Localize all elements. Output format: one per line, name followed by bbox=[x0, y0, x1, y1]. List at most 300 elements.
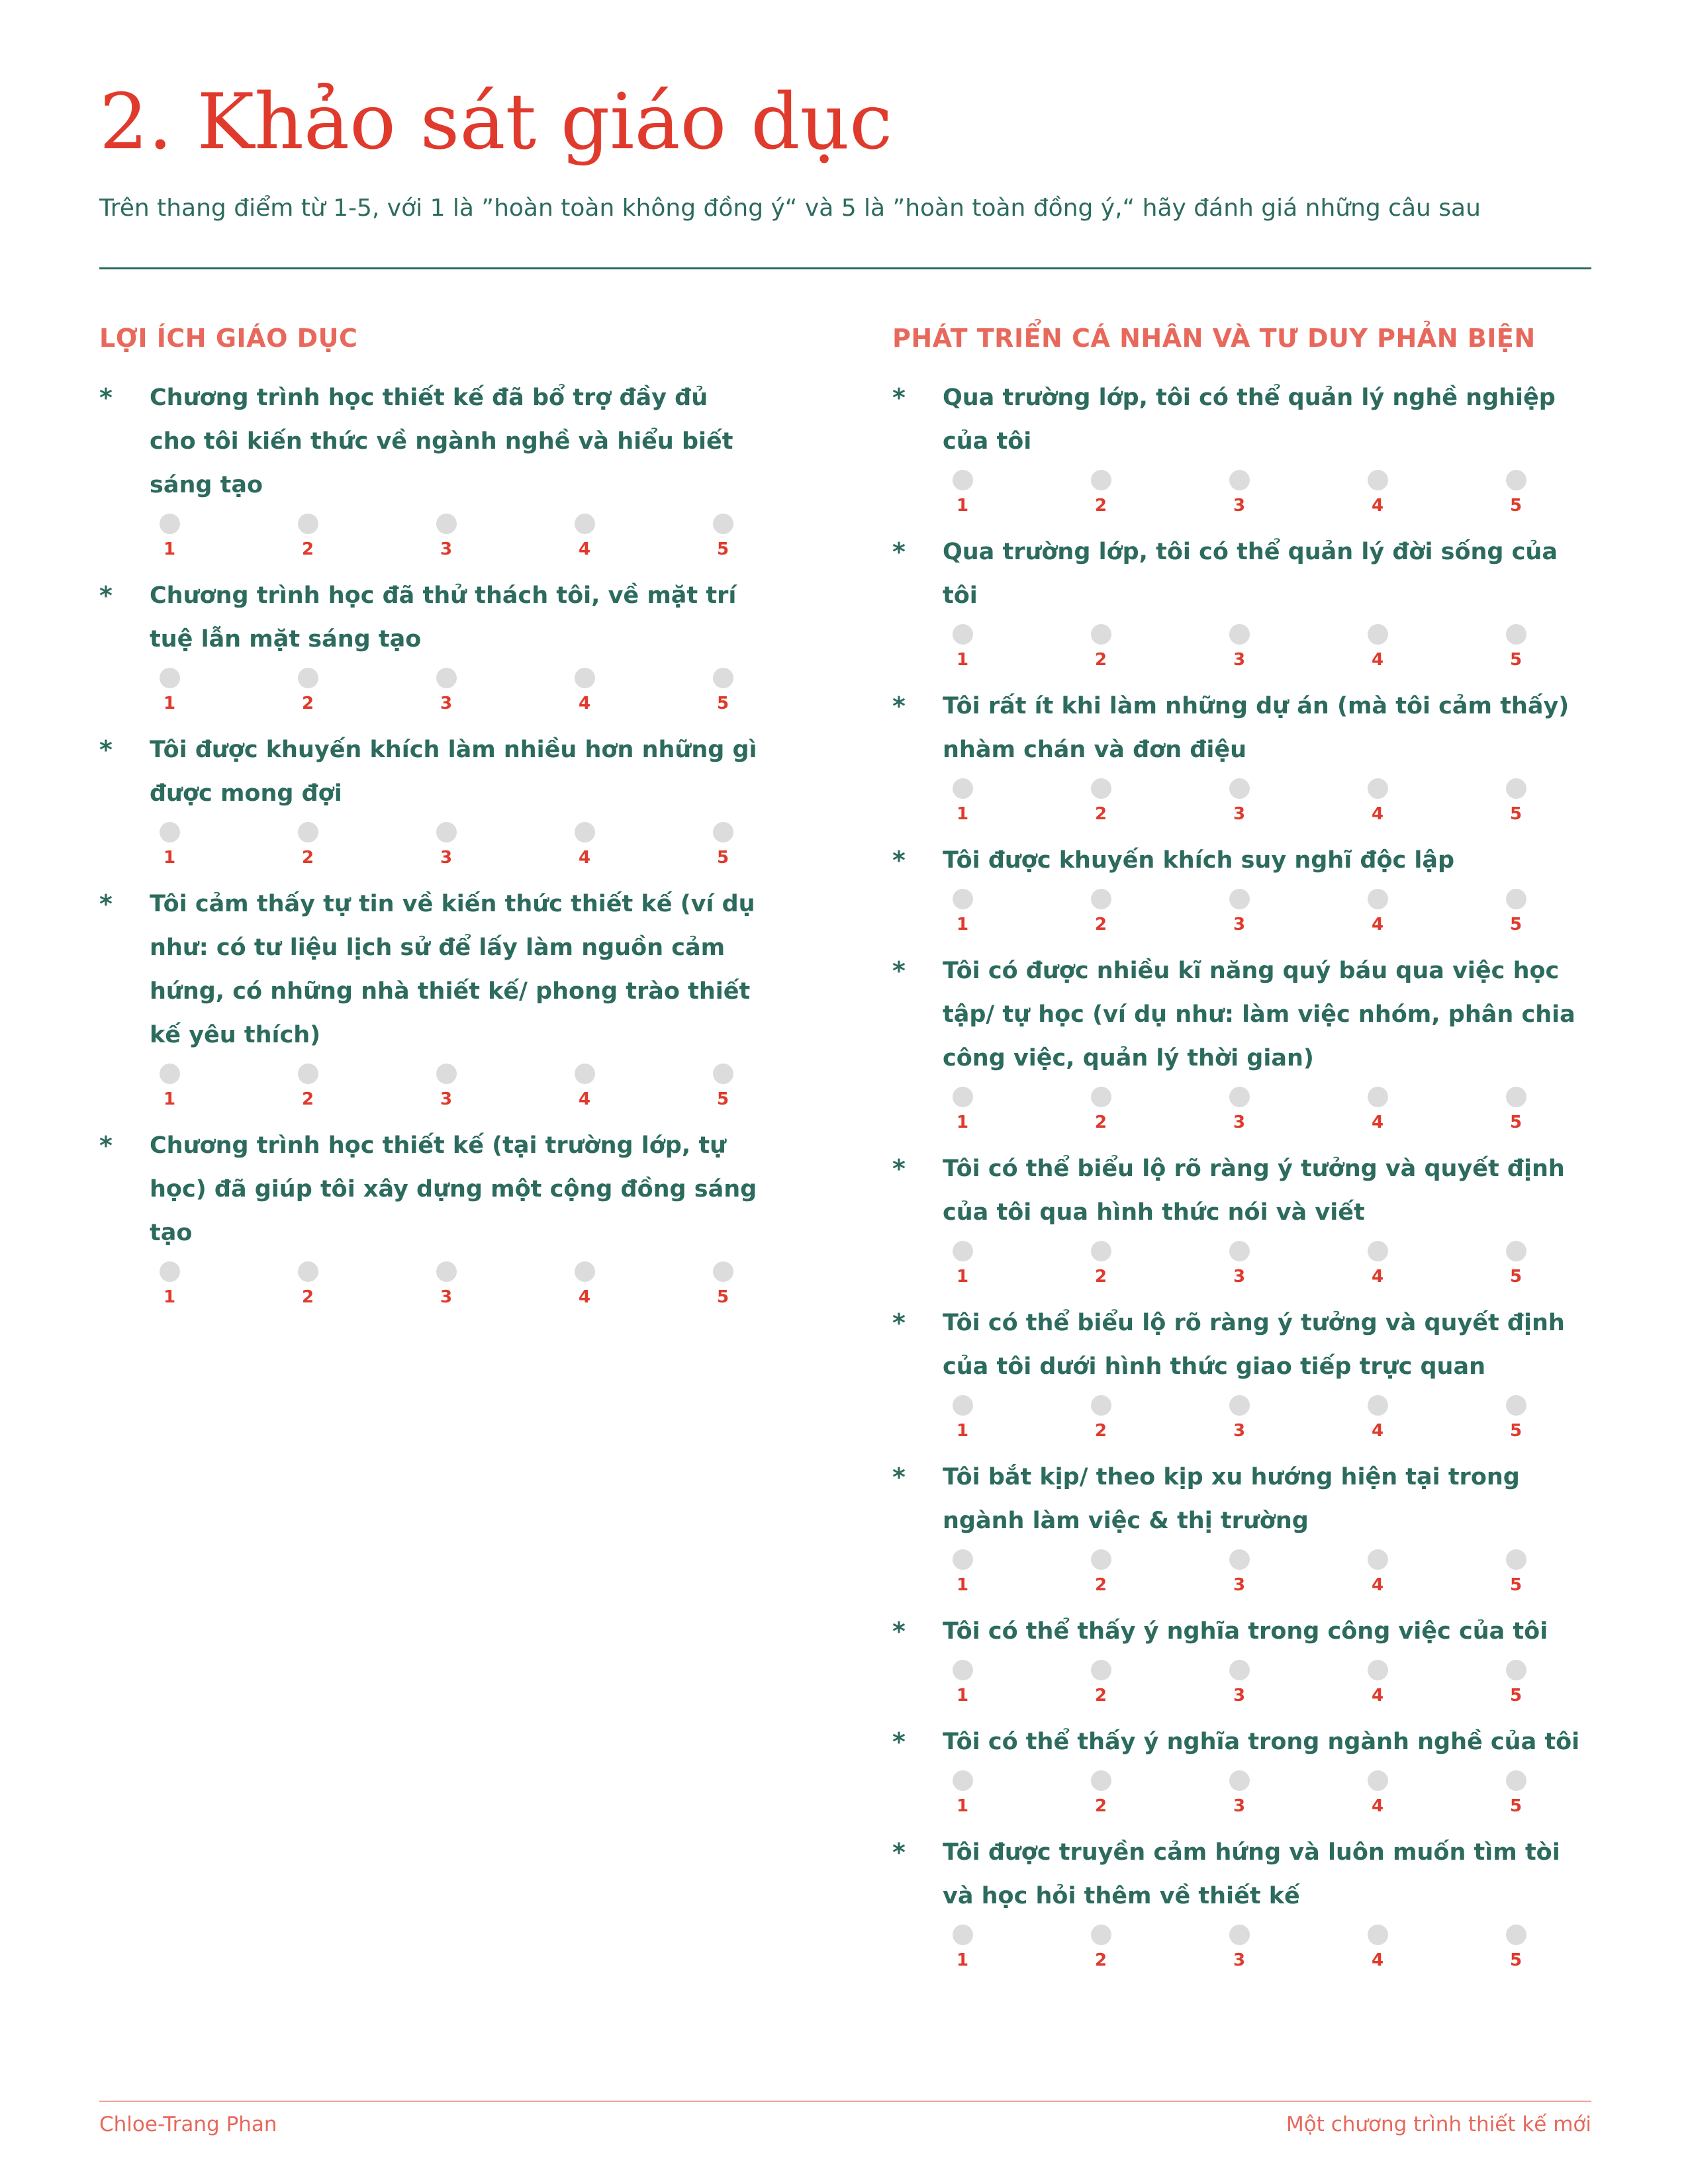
radio-circle-icon[interactable] bbox=[1506, 889, 1526, 909]
rating-option-4[interactable] bbox=[1358, 1087, 1397, 1134]
question-text: Tôi cảm thấy tự tin về kiến thức thiết kế (ví dụ như: có tư liệu lịch sử để lấy làm nguồn cảm hứng, có những nhà thiết kế/ phong trào thiết kế yêu thích) bbox=[150, 891, 755, 1048]
radio-circle-icon[interactable] bbox=[1229, 1549, 1250, 1570]
rating-option-4[interactable] bbox=[1358, 1925, 1397, 1972]
rating-label: 4 bbox=[1371, 1113, 1384, 1132]
rating-label: 2 bbox=[1094, 650, 1107, 670]
rating-option-5[interactable] bbox=[1496, 624, 1536, 671]
radio-circle-icon[interactable] bbox=[1506, 1770, 1526, 1791]
rating-label: 4 bbox=[1371, 804, 1384, 824]
rating-scale bbox=[943, 1241, 1536, 1288]
survey-question bbox=[99, 882, 761, 1111]
rating-label: 1 bbox=[956, 1575, 969, 1595]
rating-label: 4 bbox=[1371, 1267, 1384, 1287]
rating-label: 3 bbox=[440, 539, 453, 559]
footer-project-title: Một chương trình thiết kế mới bbox=[1286, 2113, 1591, 2136]
rating-label: 4 bbox=[1371, 1796, 1384, 1816]
rating-option-4[interactable] bbox=[1358, 889, 1397, 936]
rating-label: 1 bbox=[163, 848, 176, 868]
rating-option-5[interactable] bbox=[703, 822, 743, 869]
radio-circle-icon[interactable] bbox=[1368, 1925, 1388, 1945]
rating-option-3[interactable] bbox=[1219, 1770, 1259, 1817]
rating-label: 1 bbox=[956, 804, 969, 824]
question-bullet: * bbox=[99, 581, 113, 610]
rating-label: 1 bbox=[956, 1267, 969, 1287]
question-text: Chương trình học đã thử thách tôi, về mặt trí tuệ lẫn mặt sáng tạo bbox=[150, 582, 737, 653]
radio-circle-icon[interactable] bbox=[1229, 624, 1250, 645]
radio-circle-icon[interactable] bbox=[1506, 1241, 1526, 1261]
question-text: Tôi có thể thấy ý nghĩa trong ngành nghề của tôi bbox=[943, 1729, 1580, 1755]
radio-circle-icon[interactable] bbox=[953, 1087, 973, 1107]
rating-option-1[interactable] bbox=[943, 1660, 982, 1707]
rating-label: 5 bbox=[1509, 496, 1523, 516]
radio-circle-icon[interactable] bbox=[1368, 1770, 1388, 1791]
rating-option-5[interactable] bbox=[1496, 889, 1536, 936]
rating-option-3[interactable] bbox=[1219, 778, 1259, 825]
survey-question bbox=[892, 1610, 1594, 1707]
radio-circle-icon[interactable] bbox=[575, 514, 595, 534]
rating-option-2[interactable] bbox=[288, 514, 328, 561]
survey-question bbox=[892, 839, 1594, 936]
radio-circle-icon[interactable] bbox=[160, 1064, 180, 1084]
rating-option-2[interactable] bbox=[1081, 1087, 1121, 1134]
rating-label: 3 bbox=[1233, 1267, 1246, 1287]
rating-label: 5 bbox=[1509, 915, 1523, 934]
rating-label: 5 bbox=[716, 848, 729, 868]
question-list bbox=[892, 376, 1594, 1972]
question-text: Qua trường lớp, tôi có thể quản lý nghề nghiệp của tôi bbox=[943, 385, 1556, 455]
radio-circle-icon[interactable] bbox=[1229, 889, 1250, 909]
question-bullet: * bbox=[892, 1154, 906, 1183]
question-bullet: * bbox=[892, 846, 906, 875]
radio-circle-icon[interactable] bbox=[1506, 1087, 1526, 1107]
rating-label: 1 bbox=[956, 915, 969, 934]
rating-label: 3 bbox=[440, 1287, 453, 1307]
rating-label: 5 bbox=[1509, 1113, 1523, 1132]
rating-label: 3 bbox=[1233, 1950, 1246, 1970]
radio-circle-icon[interactable] bbox=[1091, 1241, 1111, 1261]
radio-circle-icon[interactable] bbox=[953, 1395, 973, 1416]
page-subtitle: Trên thang điểm từ 1-5, với 1 là ”hoàn toàn không đồng ý“ và 5 là ”hoàn toàn đồng ý,“ hãy đánh giá những câu sau bbox=[99, 195, 1481, 222]
rating-option-5[interactable] bbox=[1496, 1549, 1536, 1596]
header-divider bbox=[99, 267, 1591, 269]
rating-label: 5 bbox=[716, 1287, 729, 1307]
rating-option-2[interactable] bbox=[1081, 624, 1121, 671]
rating-option-4[interactable] bbox=[1358, 470, 1397, 517]
question-text: Tôi có thể biểu lộ rõ ràng ý tưởng và quyết định của tôi qua hình thức nói và viết bbox=[943, 1156, 1565, 1226]
radio-circle-icon[interactable] bbox=[575, 822, 595, 842]
rating-option-1[interactable] bbox=[943, 624, 982, 671]
rating-option-5[interactable] bbox=[703, 1064, 743, 1111]
radio-circle-icon[interactable] bbox=[953, 1925, 973, 1945]
radio-circle-icon[interactable] bbox=[436, 822, 457, 842]
question-text: Qua trường lớp, tôi có thể quản lý đời sống của tôi bbox=[943, 539, 1558, 609]
radio-circle-icon[interactable] bbox=[575, 1064, 595, 1084]
survey-question bbox=[892, 1147, 1594, 1288]
rating-scale bbox=[943, 1660, 1536, 1707]
question-bullet: * bbox=[892, 1727, 906, 1756]
question-text: Tôi có thể biểu lộ rõ ràng ý tưởng và quyết định của tôi dưới hình thức giao tiếp trực quan bbox=[943, 1310, 1565, 1380]
radio-circle-icon[interactable] bbox=[953, 778, 973, 799]
radio-circle-icon[interactable] bbox=[953, 1770, 973, 1791]
radio-circle-icon[interactable] bbox=[1229, 1770, 1250, 1791]
rating-scale bbox=[150, 1064, 743, 1111]
radio-circle-icon[interactable] bbox=[298, 1261, 318, 1282]
rating-label: 3 bbox=[1233, 1796, 1246, 1816]
rating-option-5[interactable] bbox=[703, 1261, 743, 1308]
rating-option-3[interactable] bbox=[426, 1064, 466, 1111]
rating-option-3[interactable] bbox=[1219, 624, 1259, 671]
radio-circle-icon[interactable] bbox=[298, 668, 318, 688]
rating-scale bbox=[943, 1770, 1536, 1817]
rating-label: 3 bbox=[1233, 1421, 1246, 1441]
radio-circle-icon[interactable] bbox=[1229, 470, 1250, 490]
radio-circle-icon[interactable] bbox=[1506, 1660, 1526, 1680]
radio-circle-icon[interactable] bbox=[1229, 1395, 1250, 1416]
question-bullet: * bbox=[892, 1463, 906, 1492]
radio-circle-icon[interactable] bbox=[298, 822, 318, 842]
question-text: Tôi được khuyến khích làm nhiều hơn những gì được mong đợi bbox=[150, 737, 757, 807]
rating-option-1[interactable] bbox=[943, 1549, 982, 1596]
rating-option-3[interactable] bbox=[1219, 1925, 1259, 1972]
radio-circle-icon[interactable] bbox=[1091, 1549, 1111, 1570]
rating-scale bbox=[943, 1925, 1536, 1972]
radio-circle-icon[interactable] bbox=[1368, 470, 1388, 490]
rating-label: 1 bbox=[956, 496, 969, 516]
rating-option-4[interactable] bbox=[1358, 624, 1397, 671]
rating-label: 4 bbox=[1371, 1950, 1384, 1970]
rating-label: 2 bbox=[1094, 1950, 1107, 1970]
rating-option-5[interactable] bbox=[1496, 778, 1536, 825]
radio-circle-icon[interactable] bbox=[713, 822, 733, 842]
radio-circle-icon[interactable] bbox=[436, 1261, 457, 1282]
radio-circle-icon[interactable] bbox=[953, 1660, 973, 1680]
survey-question bbox=[892, 1301, 1594, 1442]
rating-label: 1 bbox=[956, 1421, 969, 1441]
radio-circle-icon[interactable] bbox=[1368, 624, 1388, 645]
rating-option-1[interactable] bbox=[943, 1925, 982, 1972]
radio-circle-icon[interactable] bbox=[1368, 1241, 1388, 1261]
rating-label: 2 bbox=[301, 539, 314, 559]
rating-option-2[interactable] bbox=[1081, 1395, 1121, 1442]
rating-scale bbox=[150, 1261, 743, 1308]
rating-label: 4 bbox=[578, 1089, 591, 1109]
radio-circle-icon[interactable] bbox=[1506, 470, 1526, 490]
rating-label: 4 bbox=[1371, 650, 1384, 670]
radio-circle-icon[interactable] bbox=[1091, 1660, 1111, 1680]
radio-circle-icon[interactable] bbox=[1506, 1549, 1526, 1570]
rating-option-4[interactable] bbox=[565, 1261, 604, 1308]
rating-label: 1 bbox=[163, 539, 176, 559]
radio-circle-icon[interactable] bbox=[1091, 1395, 1111, 1416]
rating-label: 4 bbox=[1371, 1421, 1384, 1441]
radio-circle-icon[interactable] bbox=[713, 1064, 733, 1084]
rating-option-1[interactable] bbox=[943, 889, 982, 936]
radio-circle-icon[interactable] bbox=[436, 514, 457, 534]
rating-label: 2 bbox=[1094, 1267, 1107, 1287]
rating-option-1[interactable] bbox=[150, 822, 189, 869]
rating-label: 3 bbox=[1233, 1575, 1246, 1595]
radio-circle-icon[interactable] bbox=[298, 514, 318, 534]
radio-circle-icon[interactable] bbox=[1506, 1395, 1526, 1416]
rating-option-3[interactable] bbox=[426, 1261, 466, 1308]
radio-circle-icon[interactable] bbox=[160, 668, 180, 688]
question-text: Chương trình học thiết kế (tại trường lớp, tự học) đã giúp tôi xây dựng một cộng đồng sáng tạo bbox=[150, 1132, 757, 1246]
rating-option-5[interactable] bbox=[1496, 1087, 1536, 1134]
rating-label: 3 bbox=[1233, 496, 1246, 516]
rating-label: 2 bbox=[1094, 1575, 1107, 1595]
rating-label: 2 bbox=[1094, 1686, 1107, 1706]
rating-option-2[interactable] bbox=[1081, 1660, 1121, 1707]
rating-option-5[interactable] bbox=[1496, 470, 1536, 517]
radio-circle-icon[interactable] bbox=[953, 624, 973, 645]
question-text: Tôi bắt kịp/ theo kịp xu hướng hiện tại trong ngành làm việc & thị trường bbox=[943, 1464, 1520, 1534]
radio-circle-icon[interactable] bbox=[1506, 1925, 1526, 1945]
question-text: Tôi có thể thấy ý nghĩa trong công việc của tôi bbox=[943, 1618, 1548, 1645]
rating-label: 3 bbox=[440, 848, 453, 868]
section-title: LỢI ÍCH GIÁO DỤC bbox=[99, 324, 358, 353]
rating-label: 4 bbox=[1371, 915, 1384, 934]
survey-question bbox=[892, 684, 1594, 825]
rating-option-2[interactable] bbox=[1081, 1925, 1121, 1972]
radio-circle-icon[interactable] bbox=[298, 1064, 318, 1084]
rating-option-2[interactable] bbox=[1081, 778, 1121, 825]
rating-label: 4 bbox=[578, 694, 591, 713]
rating-option-1[interactable] bbox=[943, 1395, 982, 1442]
rating-option-3[interactable] bbox=[1219, 889, 1259, 936]
rating-label: 1 bbox=[163, 1287, 176, 1307]
rating-label: 5 bbox=[1509, 1686, 1523, 1706]
radio-circle-icon[interactable] bbox=[1091, 889, 1111, 909]
rating-label: 4 bbox=[578, 1287, 591, 1307]
rating-label: 3 bbox=[1233, 1113, 1246, 1132]
rating-option-1[interactable] bbox=[150, 1261, 189, 1308]
rating-option-4[interactable] bbox=[1358, 1660, 1397, 1707]
question-bullet: * bbox=[99, 889, 113, 919]
rating-option-1[interactable] bbox=[150, 1064, 189, 1111]
footer-author: Chloe-Trang Phan bbox=[99, 2113, 277, 2136]
rating-option-1[interactable] bbox=[943, 1241, 982, 1288]
rating-option-3[interactable] bbox=[1219, 470, 1259, 517]
radio-circle-icon[interactable] bbox=[1091, 1925, 1111, 1945]
survey-question bbox=[892, 1831, 1594, 1972]
rating-label: 5 bbox=[1509, 650, 1523, 670]
rating-option-4[interactable] bbox=[1358, 1241, 1397, 1288]
rating-option-2[interactable] bbox=[288, 1261, 328, 1308]
rating-scale bbox=[943, 1087, 1536, 1134]
rating-option-4[interactable] bbox=[565, 822, 604, 869]
rating-option-2[interactable] bbox=[1081, 1549, 1121, 1596]
radio-circle-icon[interactable] bbox=[1229, 1241, 1250, 1261]
radio-circle-icon[interactable] bbox=[713, 1261, 733, 1282]
rating-label: 2 bbox=[1094, 915, 1107, 934]
rating-option-4[interactable] bbox=[565, 1064, 604, 1111]
radio-circle-icon[interactable] bbox=[1506, 624, 1526, 645]
question-bullet: * bbox=[99, 735, 113, 764]
rating-option-1[interactable] bbox=[150, 514, 189, 561]
rating-option-3[interactable] bbox=[1219, 1549, 1259, 1596]
radio-circle-icon[interactable] bbox=[575, 1261, 595, 1282]
rating-label: 3 bbox=[1233, 650, 1246, 670]
radio-circle-icon[interactable] bbox=[1229, 778, 1250, 799]
rating-label: 5 bbox=[1509, 1950, 1523, 1970]
radio-circle-icon[interactable] bbox=[713, 668, 733, 688]
rating-option-1[interactable] bbox=[943, 778, 982, 825]
rating-label: 5 bbox=[716, 1089, 729, 1109]
radio-circle-icon[interactable] bbox=[575, 668, 595, 688]
radio-circle-icon[interactable] bbox=[953, 889, 973, 909]
rating-option-1[interactable] bbox=[943, 1087, 982, 1134]
rating-option-1[interactable] bbox=[150, 668, 189, 715]
radio-circle-icon[interactable] bbox=[1229, 1660, 1250, 1680]
rating-option-2[interactable] bbox=[1081, 470, 1121, 517]
rating-option-2[interactable] bbox=[288, 822, 328, 869]
rating-option-4[interactable] bbox=[565, 514, 604, 561]
rating-label: 5 bbox=[1509, 1421, 1523, 1441]
radio-circle-icon[interactable] bbox=[1091, 778, 1111, 799]
rating-option-5[interactable] bbox=[1496, 1925, 1536, 1972]
radio-circle-icon[interactable] bbox=[1229, 1087, 1250, 1107]
radio-circle-icon[interactable] bbox=[1368, 1549, 1388, 1570]
survey-question bbox=[99, 376, 761, 561]
question-text: Chương trình học thiết kế đã bổ trợ đầy đủ cho tôi kiến thức về ngành nghề và hiểu biết sáng tạo bbox=[150, 385, 733, 498]
rating-option-4[interactable] bbox=[1358, 1770, 1397, 1817]
rating-scale bbox=[150, 668, 743, 715]
rating-scale bbox=[943, 1395, 1536, 1442]
rating-option-5[interactable] bbox=[1496, 1241, 1536, 1288]
rating-label: 3 bbox=[440, 694, 453, 713]
rating-scale bbox=[943, 889, 1536, 936]
rating-option-4[interactable] bbox=[565, 668, 604, 715]
radio-circle-icon[interactable] bbox=[436, 668, 457, 688]
radio-circle-icon[interactable] bbox=[1368, 778, 1388, 799]
rating-label: 1 bbox=[163, 1089, 176, 1109]
rating-option-2[interactable] bbox=[1081, 1770, 1121, 1817]
survey-question bbox=[892, 949, 1594, 1134]
rating-label: 2 bbox=[301, 848, 314, 868]
radio-circle-icon[interactable] bbox=[1368, 1087, 1388, 1107]
rating-label: 5 bbox=[716, 694, 729, 713]
rating-option-3[interactable] bbox=[426, 514, 466, 561]
footer-divider bbox=[99, 2101, 1591, 2102]
rating-option-2[interactable] bbox=[1081, 889, 1121, 936]
question-bullet: * bbox=[892, 692, 906, 721]
question-bullet: * bbox=[99, 383, 113, 412]
radio-circle-icon[interactable] bbox=[1091, 624, 1111, 645]
survey-question bbox=[99, 728, 761, 869]
rating-label: 2 bbox=[1094, 1796, 1107, 1816]
rating-label: 4 bbox=[1371, 1575, 1384, 1595]
rating-option-3[interactable] bbox=[1219, 1660, 1259, 1707]
survey-question bbox=[892, 1455, 1594, 1596]
rating-label: 5 bbox=[1509, 804, 1523, 824]
page-title: 2. Khảo sát giáo dục bbox=[99, 77, 893, 167]
question-text: Tôi được truyền cảm hứng và luôn muốn tìm tòi và học hỏi thêm về thiết kế bbox=[943, 1839, 1560, 1909]
question-text: Tôi có được nhiều kĩ năng quý báu qua việc học tập/ tự học (ví dụ như: làm việc nhóm, phân chia công việc, quản lý thời gian) bbox=[943, 958, 1575, 1071]
rating-label: 1 bbox=[956, 650, 969, 670]
rating-option-5[interactable] bbox=[1496, 1660, 1536, 1707]
radio-circle-icon[interactable] bbox=[1229, 1925, 1250, 1945]
rating-label: 4 bbox=[578, 848, 591, 868]
rating-label: 5 bbox=[1509, 1796, 1523, 1816]
radio-circle-icon[interactable] bbox=[1091, 470, 1111, 490]
radio-circle-icon[interactable] bbox=[160, 822, 180, 842]
rating-option-5[interactable] bbox=[703, 514, 743, 561]
question-bullet: * bbox=[892, 383, 906, 412]
rating-label: 1 bbox=[956, 1113, 969, 1132]
question-bullet: * bbox=[892, 1308, 906, 1338]
rating-label: 1 bbox=[163, 694, 176, 713]
radio-circle-icon[interactable] bbox=[160, 1261, 180, 1282]
radio-circle-icon[interactable] bbox=[953, 1549, 973, 1570]
radio-circle-icon[interactable] bbox=[1368, 1660, 1388, 1680]
question-text: Tôi được khuyến khích suy nghĩ độc lập bbox=[943, 847, 1455, 874]
rating-label: 1 bbox=[956, 1796, 969, 1816]
radio-circle-icon[interactable] bbox=[1368, 1395, 1388, 1416]
rating-label: 2 bbox=[1094, 1421, 1107, 1441]
rating-option-3[interactable] bbox=[1219, 1241, 1259, 1288]
radio-circle-icon[interactable] bbox=[160, 514, 180, 534]
radio-circle-icon[interactable] bbox=[713, 514, 733, 534]
rating-label: 2 bbox=[1094, 1113, 1107, 1132]
rating-scale bbox=[150, 514, 743, 561]
rating-option-2[interactable] bbox=[288, 1064, 328, 1111]
survey-question bbox=[892, 530, 1594, 671]
rating-label: 2 bbox=[301, 1089, 314, 1109]
rating-label: 1 bbox=[956, 1686, 969, 1706]
radio-circle-icon[interactable] bbox=[953, 1241, 973, 1261]
radio-circle-icon[interactable] bbox=[436, 1064, 457, 1084]
radio-circle-icon[interactable] bbox=[1091, 1087, 1111, 1107]
radio-circle-icon[interactable] bbox=[1091, 1770, 1111, 1791]
rating-label: 2 bbox=[301, 1287, 314, 1307]
rating-option-3[interactable] bbox=[426, 668, 466, 715]
rating-option-1[interactable] bbox=[943, 1770, 982, 1817]
question-bullet: * bbox=[892, 537, 906, 567]
rating-option-3[interactable] bbox=[426, 822, 466, 869]
rating-label: 2 bbox=[1094, 804, 1107, 824]
rating-option-5[interactable] bbox=[1496, 1395, 1536, 1442]
rating-option-4[interactable] bbox=[1358, 1395, 1397, 1442]
question-text: Tôi rất ít khi làm những dự án (mà tôi cảm thấy) nhàm chán và đơn điệu bbox=[943, 693, 1570, 763]
rating-option-3[interactable] bbox=[1219, 1087, 1259, 1134]
survey-question bbox=[892, 1720, 1594, 1817]
radio-circle-icon[interactable] bbox=[953, 470, 973, 490]
question-bullet: * bbox=[892, 1838, 906, 1867]
rating-option-4[interactable] bbox=[1358, 778, 1397, 825]
radio-circle-icon[interactable] bbox=[1368, 889, 1388, 909]
rating-option-2[interactable] bbox=[1081, 1241, 1121, 1288]
question-list bbox=[99, 376, 761, 1308]
rating-option-3[interactable] bbox=[1219, 1395, 1259, 1442]
rating-option-1[interactable] bbox=[943, 470, 982, 517]
section-title: PHÁT TRIỂN CÁ NHÂN VÀ TƯ DUY PHẢN BIỆN bbox=[892, 324, 1536, 353]
rating-scale bbox=[943, 778, 1536, 825]
survey-question bbox=[99, 1124, 761, 1308]
rating-option-4[interactable] bbox=[1358, 1549, 1397, 1596]
rating-option-2[interactable] bbox=[288, 668, 328, 715]
rating-label: 2 bbox=[301, 694, 314, 713]
rating-option-5[interactable] bbox=[703, 668, 743, 715]
rating-label: 3 bbox=[1233, 915, 1246, 934]
question-bullet: * bbox=[99, 1131, 113, 1160]
survey-question bbox=[99, 574, 761, 715]
question-bullet: * bbox=[892, 1617, 906, 1646]
radio-circle-icon[interactable] bbox=[1506, 778, 1526, 799]
rating-option-5[interactable] bbox=[1496, 1770, 1536, 1817]
rating-label: 5 bbox=[716, 539, 729, 559]
rating-label: 4 bbox=[1371, 1686, 1384, 1706]
rating-scale bbox=[943, 624, 1536, 671]
